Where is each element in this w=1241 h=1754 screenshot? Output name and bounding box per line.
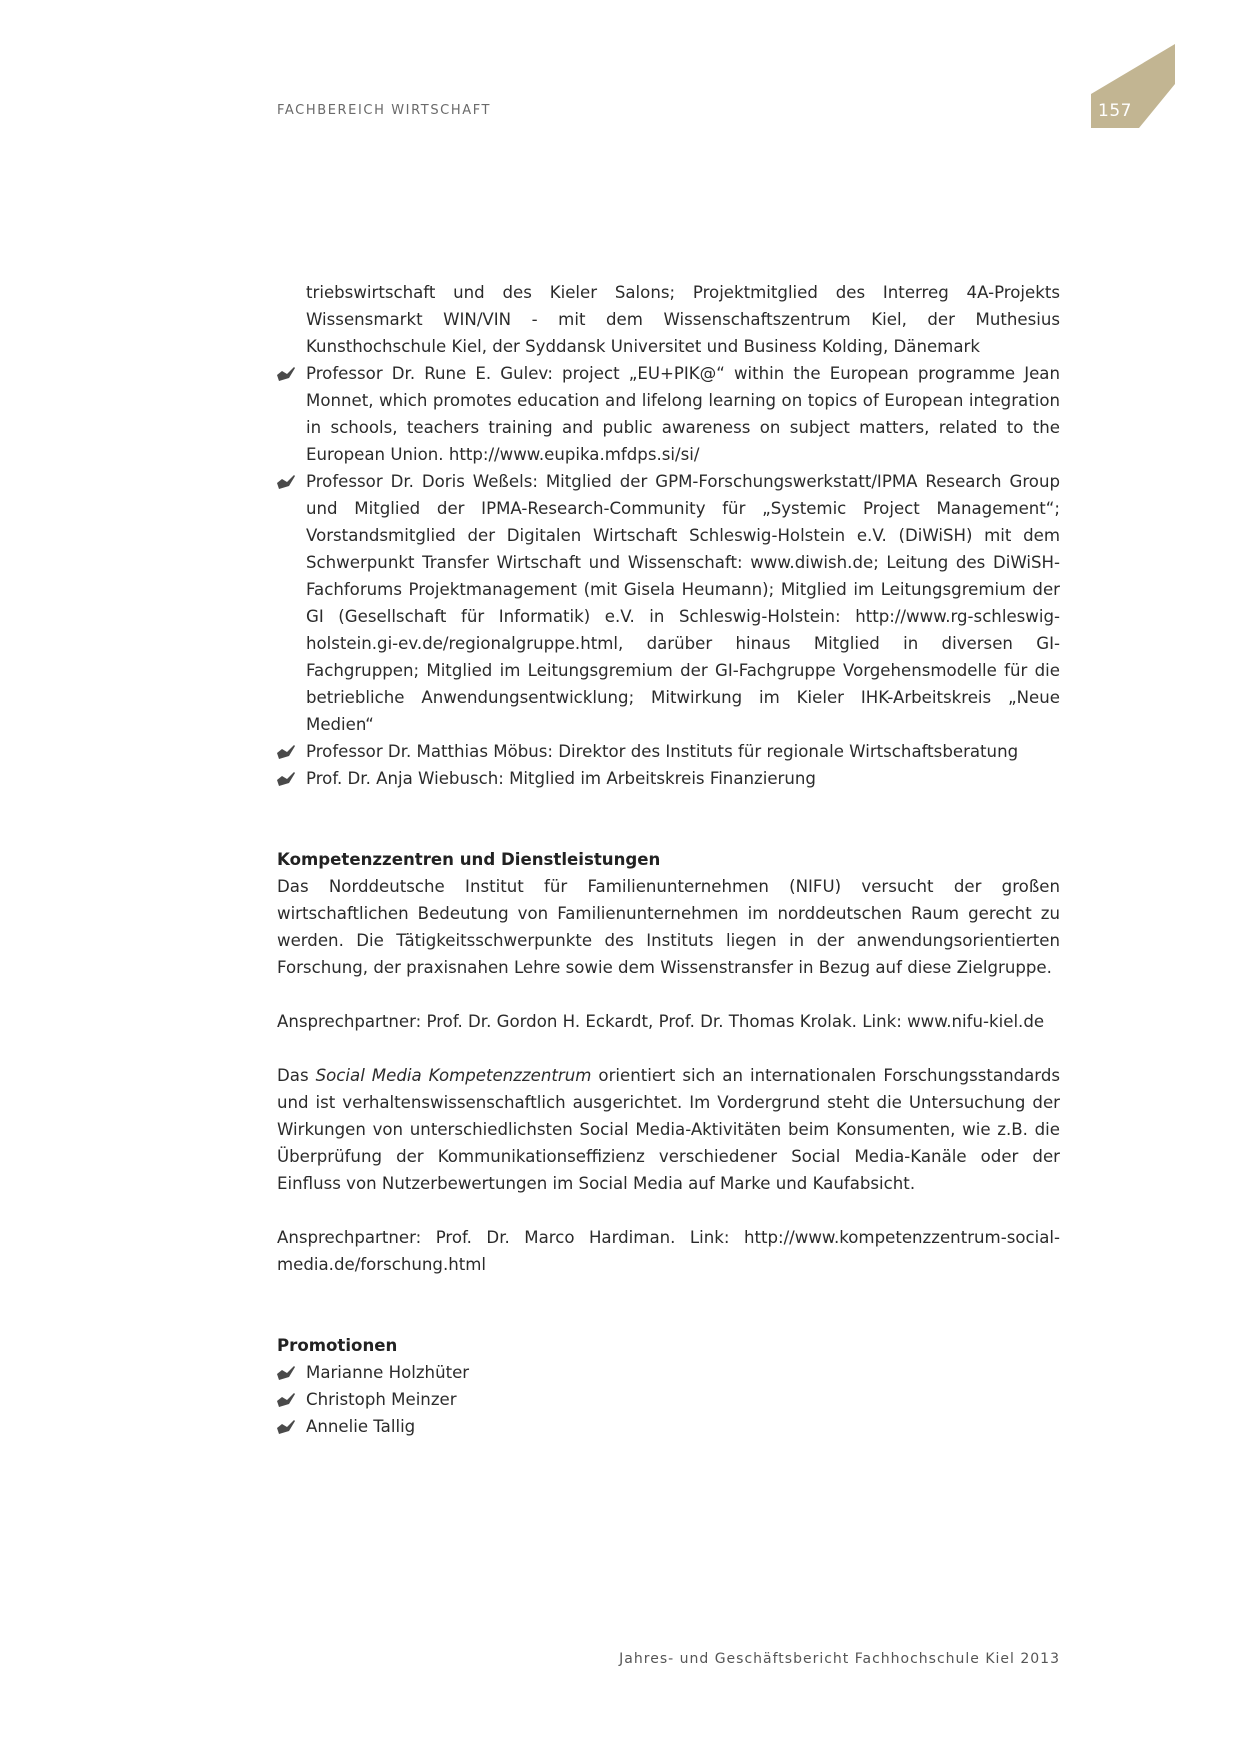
page-number: 157 bbox=[1098, 101, 1132, 121]
promotion-name: Annelie Tallig bbox=[306, 1417, 416, 1436]
list-item bbox=[277, 468, 1060, 738]
list-item bbox=[277, 765, 1060, 792]
checkmark-bullet-icon bbox=[277, 367, 295, 381]
eupika-link[interactable]: http://www.eupika.mfdps.si/si/ bbox=[448, 445, 700, 464]
continued-list-text: triebswirtschaft und des Kieler Salons; Projektmitglied des Interreg 4A-Projekts Wissensmarkt WIN/VIN - mit dem Wissenschaftszentrum Kiel, der Muthesius Kunsthochschule Kiel, der Syddansk Universitet und Business Kolding, Dänemark bbox=[306, 283, 1060, 356]
social-text: orientiert sich an internationalen Forschungsstandards und ist verhaltenswissenschaftlich ausgerichtet. Im Vordergrund steht die Untersuchung der Wirkungen von unterschiedlichsten Social Media-Aktivitäten beim Konsumenten, wie z.B. die Überprüfung der Kommunikationseffizienz verschiedener Social Media-Kanäle oder der Einfluss von Nutzerbewertungen im Social Media auf Marke und Kaufabsicht. bbox=[277, 1066, 1060, 1193]
social-media-contact bbox=[277, 1224, 1060, 1278]
promotions-heading: Promotionen bbox=[277, 1336, 398, 1355]
competence-heading: Kompetenzzentren und Dienstleistungen bbox=[277, 850, 661, 869]
social-media-link[interactable]: http://www.kompetenzzentrum-social-media.de/forschung.html bbox=[277, 1228, 1060, 1274]
nifu-contact-text: Ansprechpartner: Prof. Dr. Gordon H. Eckardt, Prof. Dr. Thomas Krolak. Link: bbox=[277, 1012, 908, 1031]
list-item bbox=[277, 1386, 1060, 1413]
list-item bbox=[277, 360, 1060, 468]
list-item bbox=[277, 1413, 1060, 1440]
social-contact-text: Ansprechpartner: Prof. Dr. Marco Hardiman. Link: bbox=[277, 1228, 744, 1247]
promotion-name: Marianne Holzhüter bbox=[306, 1363, 470, 1382]
nifu-description: Das Norddeutsche Institut für Familienunternehmen (NIFU) versucht der großen wirtschaftlichen Bedeutung von Familienunternehmen im norddeutschen Raum gerecht zu werden. Die Tätigkeitsschwerpunkte des Instituts liegen in der anwendungsorientierten Forschung, der praxisnahen Lehre sowie dem Wissenstransfer in Bezug auf diese Zielgruppe. bbox=[277, 877, 1060, 977]
nifu-link[interactable]: www.nifu-kiel.de bbox=[907, 1012, 1045, 1031]
checkmark-bullet-icon bbox=[277, 1393, 295, 1407]
membership-text: Professor Dr. Rune E. Gulev: project „EU+PIK@“ within the European programme Jean Monnet, which promotes education and lifelong learning on topics of European integration in schools, teachers training and public awareness on subject matters, related to the European Union. bbox=[306, 364, 1060, 464]
list-item bbox=[277, 1359, 1060, 1386]
checkmark-bullet-icon bbox=[277, 1420, 295, 1434]
social-media-description bbox=[277, 1062, 1060, 1197]
membership-list bbox=[277, 360, 1060, 792]
nifu-contact bbox=[277, 1008, 1060, 1035]
checkmark-bullet-icon bbox=[277, 745, 295, 759]
social-media-center-name: Social Media Kompetenzzentrum bbox=[315, 1066, 592, 1085]
membership-text: Prof. Dr. Anja Wiebusch: Mitglied im Arbeitskreis Finanzierung bbox=[306, 769, 816, 788]
page-content bbox=[277, 279, 1060, 1440]
checkmark-bullet-icon bbox=[277, 1366, 295, 1380]
checkmark-bullet-icon bbox=[277, 772, 295, 786]
list-item bbox=[277, 738, 1060, 765]
promotions-list bbox=[277, 1359, 1060, 1440]
membership-text: Professor Dr. Matthias Möbus: Direktor des Instituts für regionale Wirtschaftsberatung bbox=[306, 742, 1019, 761]
running-head: FACHBEREICH WIRTSCHAFT bbox=[277, 103, 492, 118]
promotion-name: Christoph Meinzer bbox=[306, 1390, 457, 1409]
social-prefix: Das bbox=[277, 1066, 316, 1085]
checkmark-bullet-icon bbox=[277, 475, 295, 489]
footer-title: Jahres- und Geschäftsbericht Fachhochschule Kiel 2013 bbox=[619, 1651, 1060, 1667]
membership-text: Professor Dr. Doris Weßels: Mitglied der GPM-Forschungswerkstatt/IPMA Research Group und Mitglied der IPMA-Research-Community für „Systemic Project Management“; Vorstandsmitglied der Digitalen Wirtschaft Schleswig-Holstein e.V. (DiWiSH) mit dem Schwerpunkt Transfer Wirtschaft und Wissenschaft: www.diwish.de; Leitung des DiWiSH-Fachforums Projektmanagement (mit Gisela Heumann); Mitglied im Leitungsgremium der GI (Gesellschaft für Informatik) e.V. in Schleswig-Holstein: http://www.rg-schleswig-holstein.gi-ev.de/regionalgruppe.html, darüber hinaus Mitglied in diversen GI-Fachgruppen; Mitglied im Leitungsgremium der GI-Fachgruppe Vorgehensmodelle für die betriebliche Anwendungsentwicklung; Mitwirkung im Kieler IHK-Arbeitskreis „Neue Medien“ bbox=[306, 472, 1060, 734]
